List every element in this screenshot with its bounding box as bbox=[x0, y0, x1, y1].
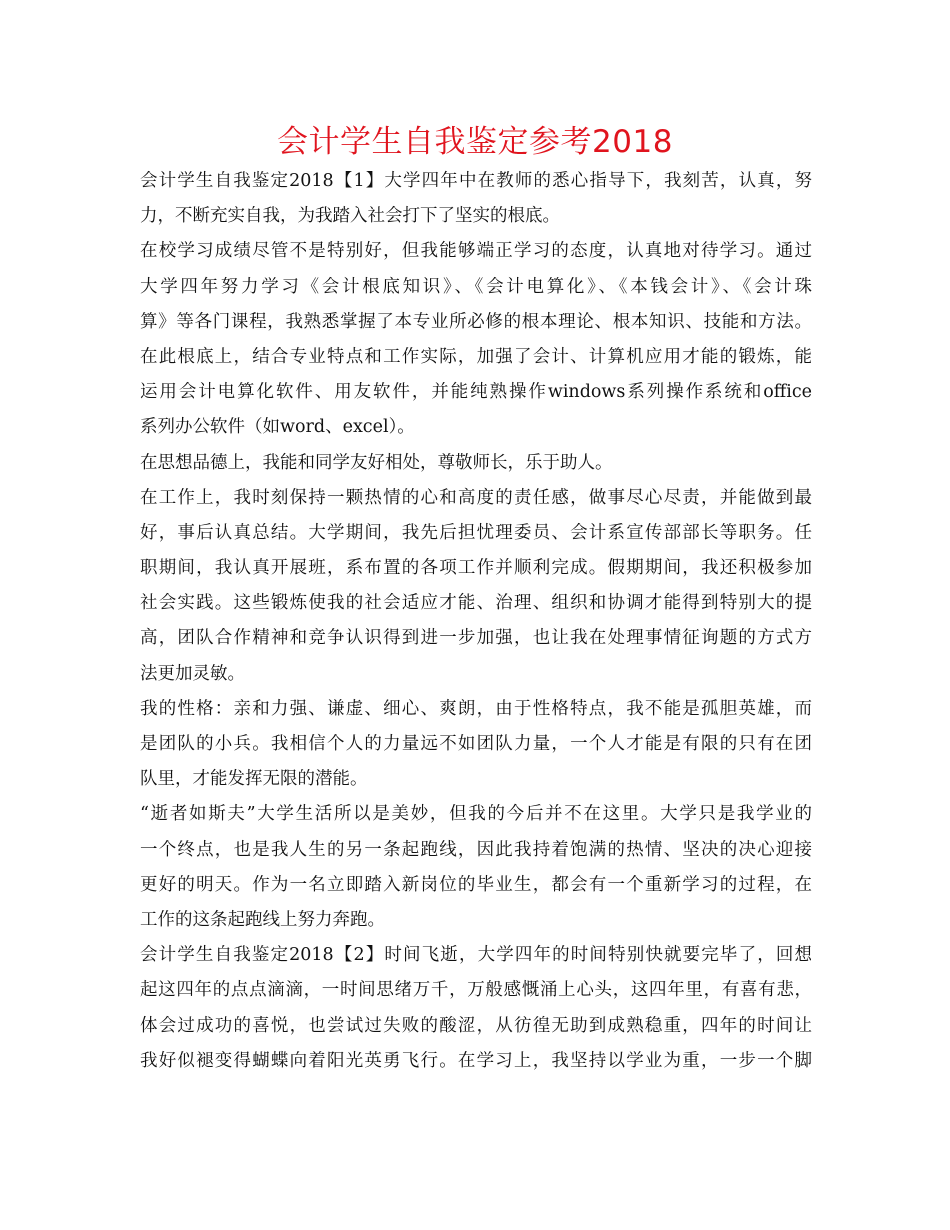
text-line: 法更加灵敏。 bbox=[140, 663, 245, 684]
text-line: 算》等各门课程，我熟悉掌握了本专业所必修的根本理论、根本知识、技能和方法。 bbox=[140, 311, 812, 332]
text-line: 我好似褪变得蝴蝶向着阳光英勇飞行。在学习上，我坚持以学业为重，一步一个脚 bbox=[140, 1050, 812, 1071]
text-line: 社会实践。这些锻炼使我的社会适应才能、治理、组织和协调才能得到特别大的提 bbox=[140, 593, 812, 614]
text-line: 一个终点，也是我人生的另一条起跑线，因此我持着饱满的热情、坚决的决心迎接 bbox=[140, 839, 812, 860]
text-line: 职期间，我认真开展班，系布置的各项工作并顺利完成。假期期间，我还积极参加 bbox=[140, 558, 812, 579]
document-body bbox=[140, 164, 812, 1079]
text-line: 我的性格：亲和力强、谦虚、细心、爽朗，由于性格特点，我不能是孤胆英雄，而 bbox=[140, 698, 812, 719]
text-line: “逝者如斯夫”大学生活所以是美妙，但我的今后并不在这里。大学只是我学业的 bbox=[140, 804, 812, 825]
text-line: 大学四年努力学习《会计根底知识》、《会计电算化》、《本钱会计》、《会计珠 bbox=[140, 276, 812, 297]
text-line: 运用会计电算化软件、用友软件，并能纯熟操作windows系列操作系统和office bbox=[140, 382, 812, 403]
text-line: 好，事后认真总结。大学期间，我先后担忧理委员、会计系宣传部部长等职务。任 bbox=[140, 522, 812, 543]
text-line: 系列办公软件（如word、excel）。 bbox=[140, 417, 415, 438]
document-title: 会计学生自我鉴定参考2018 bbox=[277, 124, 673, 160]
text-line: 高，团队合作精神和竞争认识得到进一步加强，也让我在处理事情征询题的方式方 bbox=[140, 628, 812, 649]
text-line: 会计学生自我鉴定2018【1】大学四年中在教师的悉心指导下，我刻苦，认真，努 bbox=[140, 171, 812, 191]
text-line: 队里，才能发挥无限的潜能。 bbox=[140, 769, 368, 790]
text-line: 是团队的小兵。我相信个人的力量远不如团队力量，一个人才能是有限的只有在团 bbox=[140, 734, 812, 754]
text-line: 体会过成功的喜悦，也尝试过失败的酸涩，从彷徨无助到成熟稳重，四年的时间让 bbox=[140, 1015, 812, 1036]
text-line: 工作的这条起跑线上努力奔跑。 bbox=[140, 909, 385, 930]
text-line: 起这四年的点点滴滴，一时间思绪万千，万般感慨涌上心头，这四年里，有喜有悲， bbox=[140, 980, 812, 1001]
text-line: 在工作上，我时刻保持一颗热情的心和高度的责任感，做事尽心尽责，并能做到最 bbox=[140, 487, 812, 508]
text-line: 在校学习成绩尽管不是特别好，但我能够端正学习的态度，认真地对待学习。通过 bbox=[140, 241, 812, 262]
text-line: 会计学生自我鉴定2018【2】时间飞逝，大学四年的时间特别快就要完毕了，回想 bbox=[140, 945, 812, 966]
text-line: 在思想品德上，我能和同学友好相处，尊敬师长，乐于助人。 bbox=[140, 452, 613, 473]
text-line: 在此根底上，结合专业特点和工作实际，加强了会计、计算机应用才能的锻炼，能 bbox=[140, 346, 812, 367]
text-line: 更好的明天。作为一名立即踏入新岗位的毕业生，都会有一个重新学习的过程，在 bbox=[140, 874, 812, 895]
text-line: 力，不断充实自我，为我踏入社会打下了坚实的根底。 bbox=[140, 206, 560, 227]
